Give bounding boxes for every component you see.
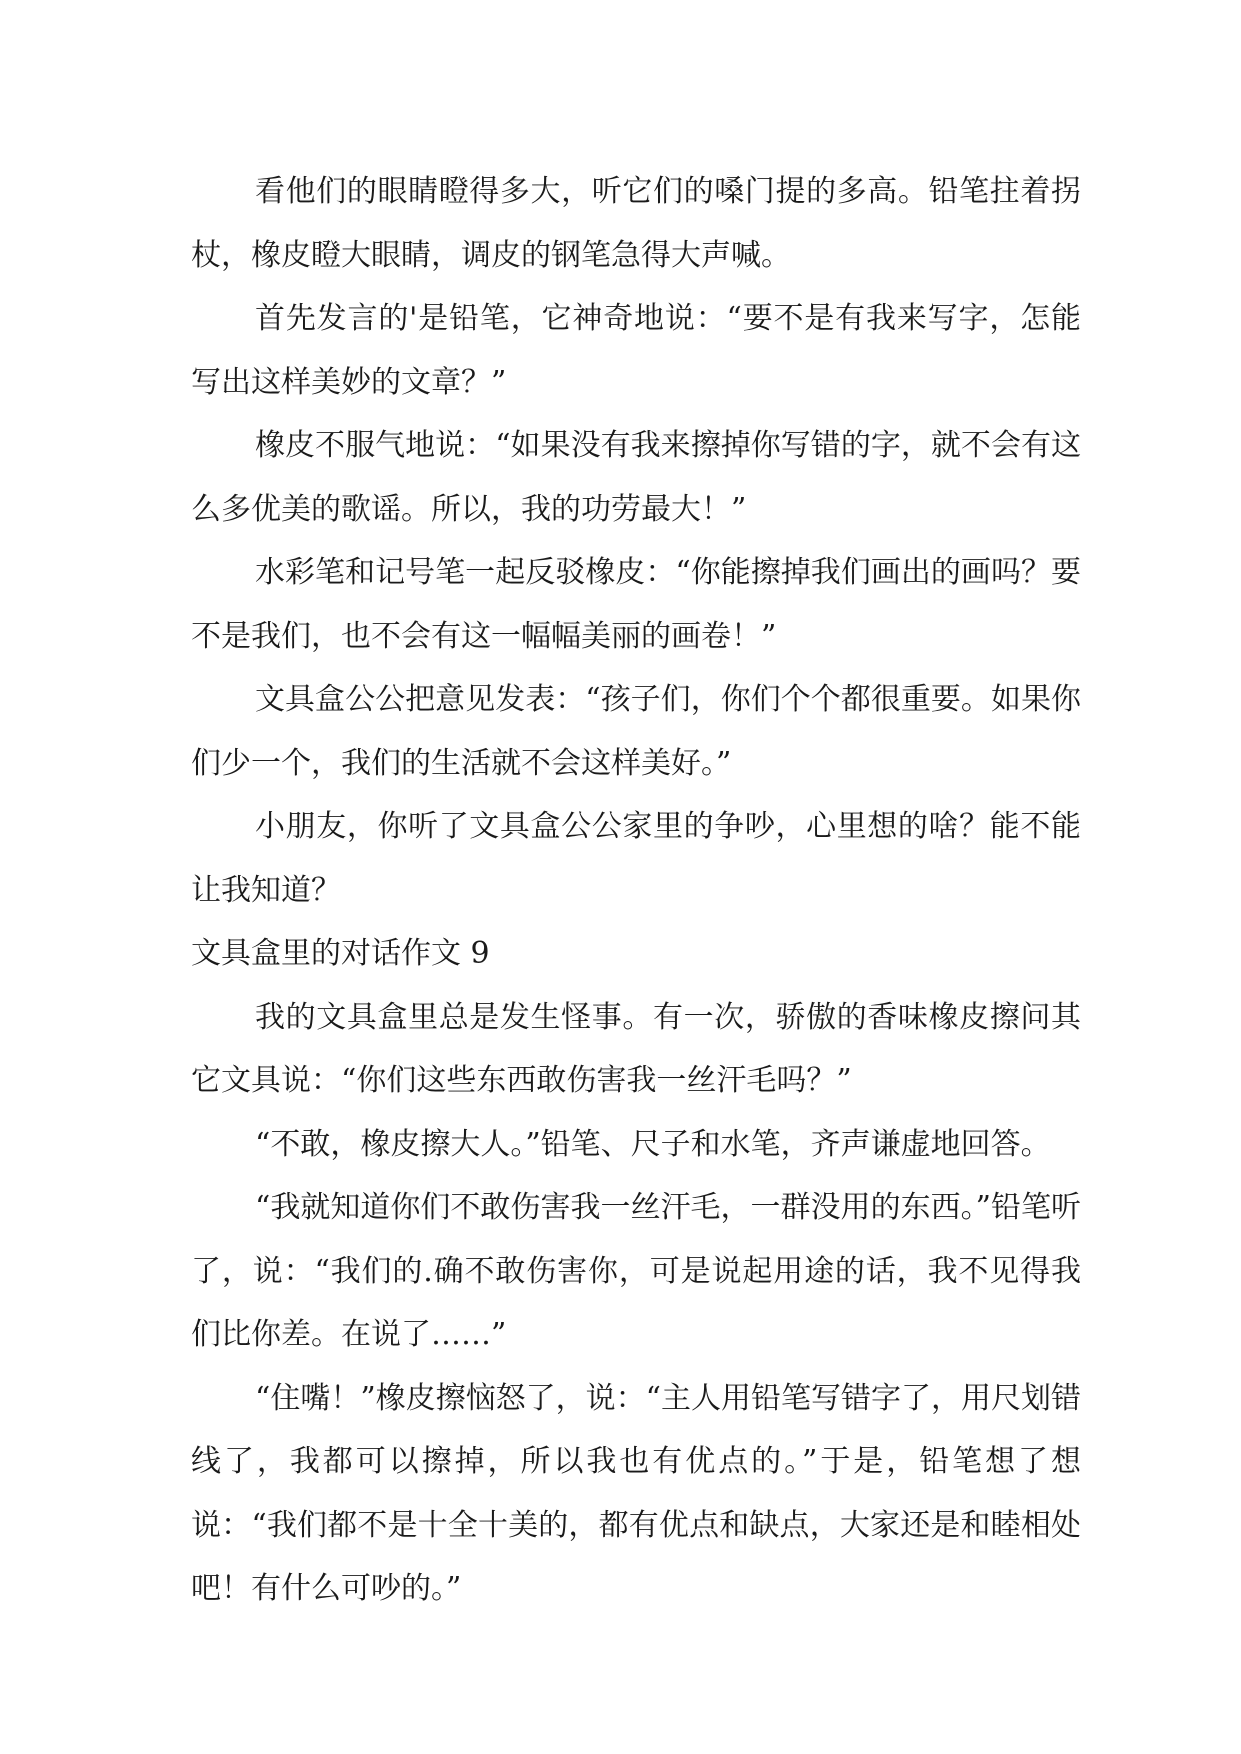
section-heading: 文具盒里的对话作文 9 [191, 936, 490, 971]
paragraph: 看他们的眼睛瞪得多大，听它们的嗓门提的多高。铅笔拄着拐杖，橡皮瞪大眼睛，调皮的钢笔急得大声喊。 [191, 174, 1081, 273]
paragraph: “住嘴！”橡皮擦恼怒了，说：“主人用铅笔写错字了，用尺划错线了，我都可以擦掉，所以我也有优点的。”于是，铅笔想了想说：“我们都不是十全十美的，都有优点和缺点，大家还是和睦相处吧！有什么可吵的。” [191, 1380, 1082, 1606]
paragraph: 小朋友，你听了文具盒公公家里的争吵，心里想的啥？能不能让我知道？ [191, 809, 1081, 908]
paragraph: 首先发言的'是铅笔，它神奇地说：“要不是有我来写字，怎能写出这样美妙的文章？” [191, 301, 1081, 400]
paragraph: “不敢，橡皮擦大人。”铅笔、尺子和水笔，齐声谦虚地回答。 [255, 1126, 1051, 1162]
paragraph: “我就知道你们不敢伤害我一丝汗毛，一群没用的东西。”铅笔听了，说：“我们的.确不敢伤害你，可是说起用途的话，我不见得我们比你差。在说了……” [191, 1190, 1081, 1352]
paragraph: 橡皮不服气地说：“如果没有我来擦掉你写错的字，就不会有这么多优美的歌谣。所以，我的功劳最大！” [191, 428, 1081, 527]
document-body [191, 160, 1081, 1621]
paragraph: 文具盒公公把意见发表：“孩子们，你们个个都很重要。如果你们少一个，我们的生活就不会这样美好。” [191, 682, 1081, 781]
paragraph: 我的文具盒里总是发生怪事。有一次，骄傲的香味橡皮擦问其它文具说：“你们这些东西敢伤害我一丝汗毛吗？” [191, 999, 1081, 1098]
paragraph: 水彩笔和记号笔一起反驳橡皮：“你能擦掉我们画出的画吗？要不是我们，也不会有这一幅幅美丽的画卷！” [191, 555, 1081, 654]
